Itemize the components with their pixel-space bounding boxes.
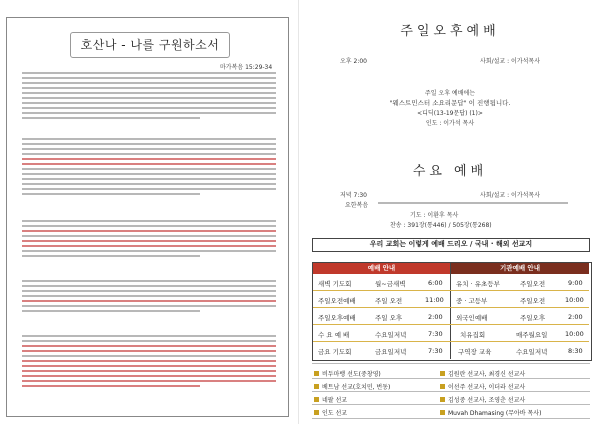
org-name: 구역장 교육 <box>458 348 492 356</box>
service-name: 주일오후예배 <box>318 314 356 322</box>
mission-worker: 김원란 선교사, 최경신 선교사 <box>448 371 526 378</box>
row-line <box>313 341 589 342</box>
service-name: 주일오전예배 <box>318 297 356 305</box>
bullet-icon <box>440 384 445 389</box>
mission-bottom-line <box>312 418 590 419</box>
mission-top-line <box>312 363 590 364</box>
wednesday-time: 저녁 7:30 <box>340 192 367 199</box>
bullet-icon <box>314 371 319 376</box>
sermon-paragraph-5 <box>22 335 276 390</box>
bullet-icon <box>440 410 445 415</box>
org-name: 외국인예배 <box>456 314 488 322</box>
org-day: 주일오전 <box>520 297 546 305</box>
service-day: 수요일저녁 <box>375 331 407 339</box>
service-day: 주일 오전 <box>375 297 403 305</box>
row-line <box>313 307 589 308</box>
afternoon-line-3: <디딕(13-19문답) (1)> <box>417 110 483 117</box>
mission-heading: 우리 교회는 이렇게 예배 드리오 / 국내 · 해외 선교지 <box>369 240 533 248</box>
service-day: 월~금새벽 <box>375 280 406 288</box>
bullet-icon <box>314 384 319 389</box>
sermon-paragraph-3 <box>22 220 276 260</box>
wednesday-title: 수요 예배 <box>412 164 488 179</box>
sermon-paragraph-1 <box>22 72 276 122</box>
service-time: 7:30 <box>428 330 443 338</box>
bullet-icon <box>440 397 445 402</box>
sermon-title: 호산나 - 나를 구원하소서 <box>70 32 230 58</box>
org-day: 매주월요일 <box>516 331 548 339</box>
org-day: 주일오후 <box>520 314 546 322</box>
service-name: 새벽 기도회 <box>318 280 352 288</box>
afternoon-time: 오후 2:00 <box>340 58 367 65</box>
table-center-line <box>450 262 451 359</box>
wednesday-leader: 사회/설교 : 이가석목사 <box>480 192 541 199</box>
mission-worker: Muvah Dhamasing (무아바 목사) <box>448 410 542 417</box>
mission-worker: 김성중 선교사, 조영춘 선교사 <box>448 397 526 404</box>
service-time: 6:00 <box>428 279 443 287</box>
bullet-icon <box>314 397 319 402</box>
afternoon-line-2: "웨스트민스터 소요리문답" 이 진행됩니다. <box>389 99 511 107</box>
mission-line <box>312 391 590 392</box>
service-name: 금요 기도회 <box>318 348 352 356</box>
afternoon-leader: 사회/설교 : 이가석목사 <box>480 58 541 65</box>
wednesday-prayer: 기도 : 이환후 목사 <box>410 212 459 219</box>
service-day: 주일 오후 <box>375 314 403 322</box>
afternoon-line-4: 인도 : 이가석 목사 <box>425 120 475 127</box>
org-day: 수요일저녁 <box>516 348 548 356</box>
mission-name: 베트남 선교(호치민, 번동) <box>322 384 391 391</box>
mission-worker: 이선주 선교사, 이더라 선교사 <box>448 384 526 391</box>
mission-name: 인도 선교 <box>322 410 348 417</box>
wednesday-verse-text <box>378 202 568 204</box>
service-time: 7:30 <box>428 347 443 355</box>
org-name: 유치 · 유초등부 <box>456 280 500 288</box>
service-time: 11:00 <box>425 296 444 304</box>
service-time: 2:00 <box>428 313 443 321</box>
org-name: 치유집회 <box>460 331 486 339</box>
mission-line <box>312 378 590 379</box>
org-time: 8:30 <box>568 347 583 355</box>
org-time: 2:00 <box>568 313 583 321</box>
org-header: 기관예배 안내 <box>500 264 540 272</box>
worship-header: 예배 안내 <box>367 264 396 272</box>
wednesday-hymns: 찬송 : 391장(통446) / 505장(통268) <box>390 222 492 229</box>
sermon-scripture: 마가복음 15:29-34 <box>220 64 273 71</box>
sermon-paragraph-4 <box>22 280 276 315</box>
row-line <box>313 290 589 291</box>
mission-line <box>312 404 590 405</box>
wednesday-verse-label: 요한복음 <box>345 202 369 209</box>
bullet-icon <box>314 410 319 415</box>
org-day: 주일오전 <box>520 280 546 288</box>
org-name: 중 · 고등부 <box>456 297 488 305</box>
org-time: 10:00 <box>565 330 584 338</box>
afternoon-title: 주일오후예배 <box>400 24 500 39</box>
worship-table <box>312 262 592 361</box>
org-time: 10:00 <box>565 296 584 304</box>
bullet-icon <box>440 371 445 376</box>
row-line <box>313 324 589 325</box>
mission-name: 네팔 선교 <box>322 397 348 404</box>
sermon-paragraph-2 <box>22 138 276 198</box>
column-divider <box>298 0 299 424</box>
afternoon-line-1: 주일 오후 예배에는 <box>424 90 476 97</box>
service-name: 수 요 예 배 <box>318 331 350 339</box>
org-time: 9:00 <box>568 279 583 287</box>
service-day: 금요일저녁 <box>375 348 407 356</box>
mission-name: 비두마뱅 선도(중창영) <box>322 371 381 378</box>
